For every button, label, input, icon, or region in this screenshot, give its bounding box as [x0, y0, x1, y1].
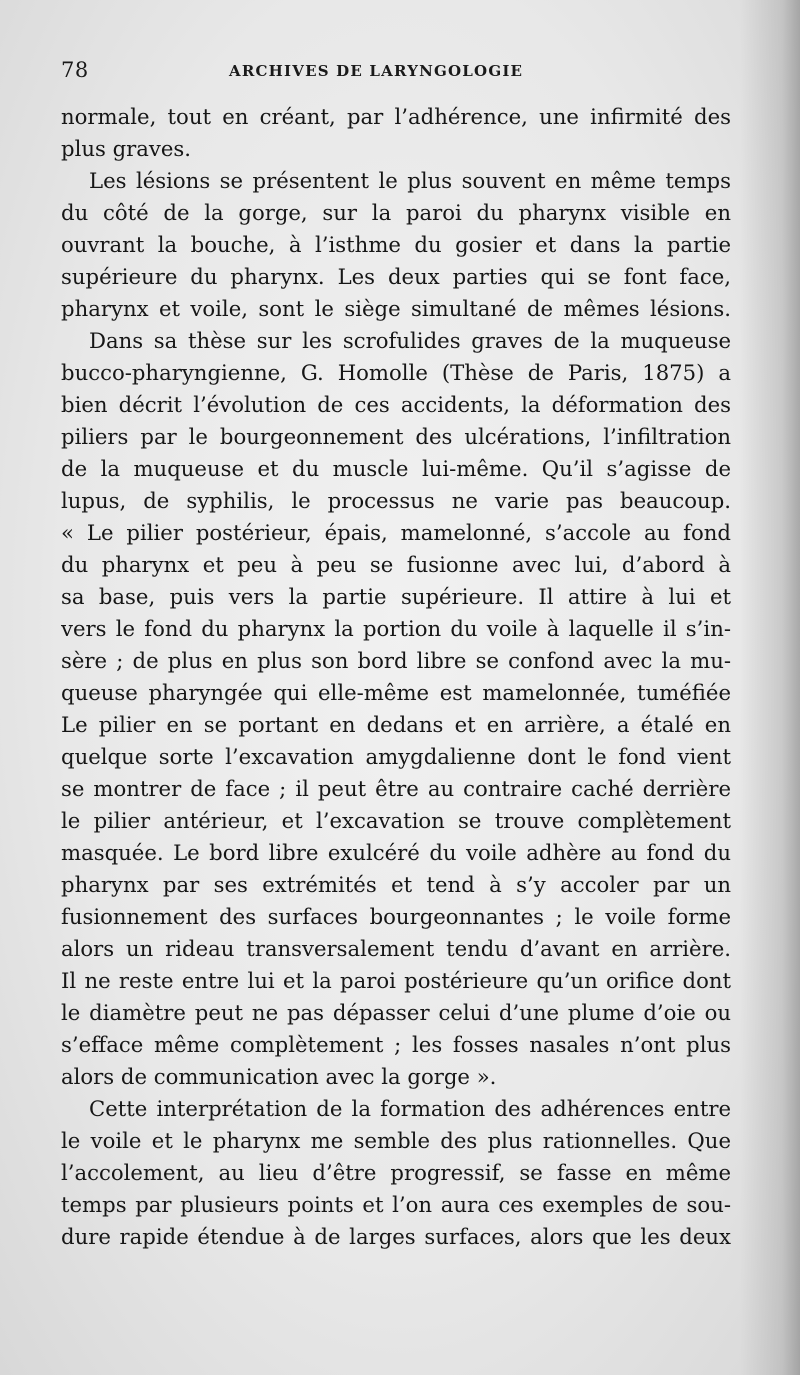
text-line: du pharynx et peu à peu se fusionne avec lui, d’abord à	[61, 552, 731, 577]
running-title: ARCHIVES DE LARYNGOLOGIE	[229, 62, 524, 80]
text-line: queuse pharyngée qui elle-même est mamelonnée, tuméfiée	[61, 680, 731, 705]
text-line: Dans sa thèse sur les scrofulides graves de la muqueuse	[89, 328, 731, 353]
text-line: Le pilier en se portant en dedans et en arrière, a étalé en	[61, 712, 731, 737]
text-line: sère ; de plus en plus son bord libre se confond avec la mu-	[61, 648, 731, 673]
text-line: du côté de la gorge, sur la paroi du pharynx visible en	[61, 200, 731, 225]
text-line: de la muqueuse et du muscle lui-même. Qu’il s’agisse de	[61, 456, 731, 481]
text-line: lupus, de syphilis, le processus ne varie pas beaucoup.	[61, 488, 731, 513]
text-line: ouvrant la bouche, à l’isthme du gosier et dans la partie	[61, 232, 731, 257]
text-line: bucco-pharyngienne, G. Homolle (Thèse de Paris, 1875) a	[61, 360, 731, 385]
text-line: Cette interprétation de la formation des adhérences entre	[89, 1096, 731, 1121]
text-line: dure rapide étendue à de larges surfaces, alors que les deux	[61, 1224, 731, 1249]
text-line: vers le fond du pharynx la portion du voile à laquelle il s’in-	[61, 616, 731, 641]
text-line: fusionnement des surfaces bourgeonnantes ; le voile forme	[61, 904, 731, 929]
text-line: Les lésions se présentent le plus souvent en même temps	[89, 168, 731, 193]
text-line: « Le pilier postérieur, épais, mamelonné, s’accole au fond	[61, 520, 731, 545]
text-line: normale, tout en créant, par l’adhérence, une infirmité des	[61, 104, 731, 129]
text-line: plus graves.	[61, 136, 192, 161]
text-line: alors de communication avec la gorge ».	[61, 1064, 497, 1089]
text-line: quelque sorte l’excavation amygdalienne dont le fond vient	[61, 744, 731, 769]
page-number: 78	[61, 58, 89, 82]
text-line: le pilier antérieur, et l’excavation se trouve complètement	[61, 808, 731, 833]
text-line: se montrer de face ; il peut être au contraire caché derrière	[61, 776, 731, 801]
text-line: le voile et le pharynx me semble des plus rationnelles. Que	[61, 1128, 731, 1153]
text-line: supérieure du pharynx. Les deux parties qui se font face,	[61, 264, 731, 289]
text-line: l’accolement, au lieu d’être progressif, se fasse en même	[61, 1160, 731, 1185]
text-line: Il ne reste entre lui et la paroi postérieure qu’un orifice dont	[61, 968, 731, 993]
body-text	[61, 101, 731, 1253]
text-line: temps par plusieurs points et l’on aura ces exemples de sou-	[61, 1192, 731, 1217]
text-line: le diamètre peut ne pas dépasser celui d’une plume d’oie ou	[61, 1000, 731, 1025]
text-line: bien décrit l’évolution de ces accidents, la déformation des	[61, 392, 731, 417]
text-line: sa base, puis vers la partie supérieure. Il attire à lui et	[61, 584, 731, 609]
running-header	[61, 58, 731, 92]
text-line: pharynx et voile, sont le siège simultané de mêmes lésions.	[61, 296, 731, 321]
text-line: alors un rideau transversalement tendu d’avant en arrière.	[61, 936, 731, 961]
text-line: s’efface même complètement ; les fosses nasales n’ont plus	[61, 1032, 731, 1057]
page-edge-shadow	[740, 0, 800, 1375]
text-line: piliers par le bourgeonnement des ulcérations, l’infiltration	[61, 424, 731, 449]
text-line: masquée. Le bord libre exulcéré du voile adhère au fond du	[61, 840, 731, 865]
text-line: pharynx par ses extrémités et tend à s’y accoler par un	[61, 872, 731, 897]
